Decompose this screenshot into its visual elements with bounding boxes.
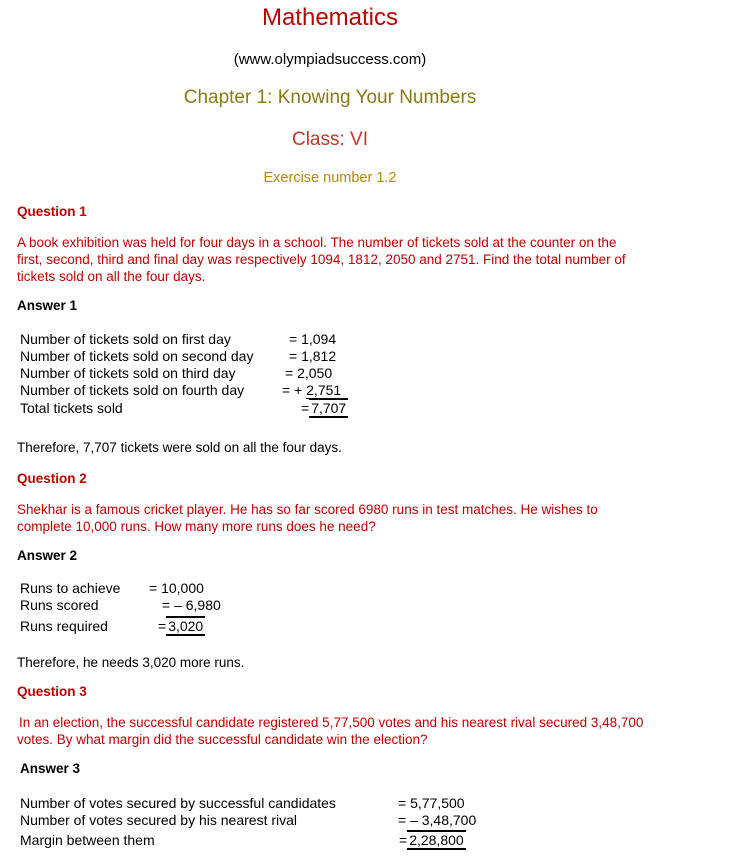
question-3-label: Question 3 (17, 684, 87, 699)
class-label: Class: VI (291, 129, 369, 150)
page-title: Mathematics (261, 4, 399, 31)
question-1-text: A book exhibition was held for four days in a school. The number of tickets sold at the counter on the first, second, third and final day was respectively 1094, 1812, 2050 and 2751. Find the total number of tickets sold on all the four days. (17, 235, 626, 284)
a3-row-2-label: Number of votes secured by his nearest rival (20, 812, 298, 828)
answer-3-label: Answer 3 (20, 761, 81, 776)
a1-row-4-label: Number of tickets sold on fourth day (20, 382, 245, 398)
a3-row-2-value: = – 3,48,700 (398, 812, 477, 828)
question-3-text: In an election, the successful candidate registered 5,77,500 votes and his nearest rival secured 3,48,700 votes. By what margin did the successful candidate win the election? (17, 715, 644, 747)
question-2-label: Question 2 (17, 471, 87, 486)
a1-row-3-value: = 2,050 (285, 365, 333, 381)
a1-row-2-label: Number of tickets sold on second day (20, 348, 254, 364)
a3-row-1-label: Number of votes secured by successful candidates (20, 795, 336, 811)
a2-row-1-value: = 10,000 (149, 580, 204, 596)
a1-row-1-label: Number of tickets sold on first day (20, 331, 231, 347)
a3-row-3-label: Margin between them (20, 832, 155, 848)
answer-1-conclusion: Therefore, 7,707 tickets were sold on all the four days. (17, 440, 342, 455)
question-1-label: Question 1 (17, 204, 87, 219)
a1-row-4-value: = + 2,751 (282, 382, 342, 398)
question-2-text: Shekhar is a famous cricket player. He has so far scored 6980 runs in test matches. He wishes to complete 10,000 runs. How many more runs does he need? (17, 502, 598, 534)
a2-row-3-value: = 3,020 (158, 618, 204, 634)
chapter-title: Chapter 1: Knowing Your Numbers (183, 87, 477, 108)
answer-1-label: Answer 1 (17, 298, 78, 313)
a2-row-1-label: Runs to achieve (20, 580, 121, 596)
a3-row-3-value: = 2,28,800 (399, 832, 464, 848)
a1-row-3-label: Number of tickets sold on third day (20, 365, 236, 381)
a1-row-2-value: = 1,812 (289, 348, 337, 364)
a3-row-1-value: = 5,77,500 (398, 795, 465, 811)
exercise-label: Exercise number 1.2 (263, 170, 397, 186)
a1-row-5-value: = 7,707 (301, 400, 347, 416)
answer-2-conclusion: Therefore, he needs 3,020 more runs. (17, 655, 245, 670)
a2-row-3-label: Runs required (20, 618, 108, 634)
a2-row-2-label: Runs scored (20, 597, 99, 613)
a1-row-1-value: = 1,094 (289, 331, 337, 347)
a1-row-5-label: Total tickets sold (20, 400, 123, 416)
a2-row-2-value: = – 6,980 (162, 597, 221, 613)
answer-2-label: Answer 2 (17, 548, 78, 563)
source-url: (www.olympiadsuccess.com) (233, 51, 427, 68)
